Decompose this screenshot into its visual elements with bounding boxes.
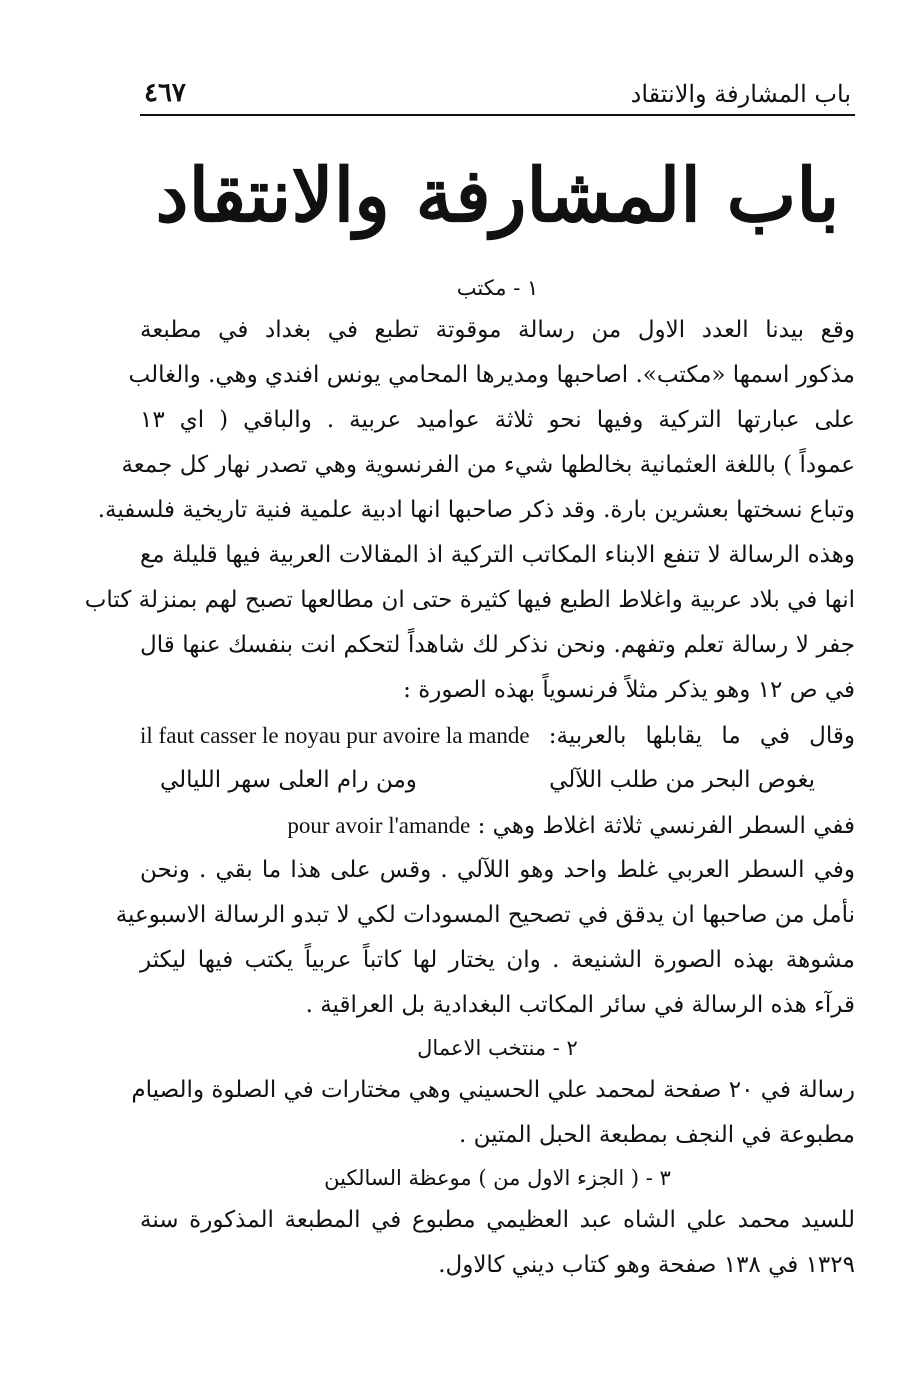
french-quote-line — [140, 713, 855, 758]
paragraph-line: وفي السطر العربي غلط واحد وهو اللآلي . وقس على هذا ما بقي . ونحن — [140, 857, 855, 883]
paragraph-line: ١٣٢٩ في ١٣٨ صفحة وهو كتاب ديني كالاول. — [438, 1252, 855, 1278]
paragraph-line: جفر لا رسالة تعلم وتفهم. ونحن نذكر لك شاهداً لتحكم انت بنفسك عنها قال — [140, 632, 855, 658]
paragraph-line: رسالة في ٢٠ صفحة لمحمد علي الحسيني وهي مختارات في الصلوة والصيام — [131, 1077, 855, 1103]
french-quote-after: وقال في ما يقابلها بالعربية: — [548, 723, 855, 749]
verse-line — [140, 758, 855, 803]
verse-right: يغوص البحر من طلب اللآلي — [549, 767, 815, 793]
running-title: باب المشارفة والانتقاد — [630, 80, 851, 108]
paragraph-line: انها في بلاد عربية واغلاط الطبع فيها كثيرة حتى ان مطالعها تصبح لهم بمنزلة كتاب — [84, 587, 855, 613]
errata-line — [140, 803, 855, 848]
paragraph-line: مطبوعة في النجف بمطبعة الحبل المتين . — [458, 1122, 855, 1148]
paragraph-line: للسيد محمد علي الشاه عبد العظيمي مطبوع في المطبعة المذكورة سنة — [140, 1207, 855, 1233]
paragraph-line: مشوهة بهذه الصورة الشنيعة . وان يختار لها كاتباً عربياً يكتب فيها ليكثر — [140, 947, 855, 973]
paragraph-line: في ص ١٢ وهو يذكر مثلاً فرنسوياً بهذه الصورة : — [403, 677, 855, 703]
page-number: ٤٦٧ — [144, 78, 186, 108]
paragraph-line: مذكور اسمها «مكتب». اصاحبها ومديرها المحامي يونس افندي وهي. والغالب — [128, 362, 855, 388]
section-title: باب المشارفة والانتقاد — [155, 153, 840, 239]
paragraph-line: على عبارتها التركية وفيها نحو ثلاثة عواميد عربية . والباقي ( اي ١٣ — [140, 407, 855, 433]
french-quote: il faut casser le noyau pur avoire la mande — [140, 723, 530, 748]
paragraph-line: قرآء هذه الرسالة في سائر المكاتب البغدادية بل العراقية . — [305, 992, 855, 1018]
paragraph-line: عموداً ) باللغة العثمانية بخالطها شيء من الفرنسوية وهي تصدر نهار كل جمعة — [121, 452, 855, 478]
paragraph-line: نأمل من صاحبها ان يدقق في تصحيح المسودات لكي لا تبدو الرسالة الاسبوعية — [115, 902, 855, 928]
verse-left: ومن رام العلى سهر الليالي — [160, 767, 417, 793]
item-2-heading: ٢ - منتخب الاعمال — [417, 1036, 578, 1060]
document-page — [84, 60, 855, 1350]
errata-prefix: ففي السطر الفرنسي ثلاثة اغلاط وهي : — [477, 813, 855, 839]
running-head — [140, 60, 855, 116]
errata-correction: pour avoir l'amande — [287, 813, 471, 838]
item-1-heading: ١ - مكتب — [456, 276, 539, 300]
item-3-heading: ٣ - ( الجزء الاول من ) موعظة السالكين — [324, 1166, 671, 1190]
paragraph-line: وتباع نسختها بعشرين بارة. وقد ذكر صاحبها انها ادبية علمية فنية تاريخية فلسفية. — [97, 497, 855, 523]
paragraph-line: وهذه الرسالة لا تنفع الابناء المكاتب التركية اذ المقالات العربية فيها قليلة مع — [140, 542, 855, 568]
paragraph-line: وقع بيدنا العدد الاول من رسالة موقوتة تطبع في بغداد في مطبعة — [140, 317, 855, 343]
